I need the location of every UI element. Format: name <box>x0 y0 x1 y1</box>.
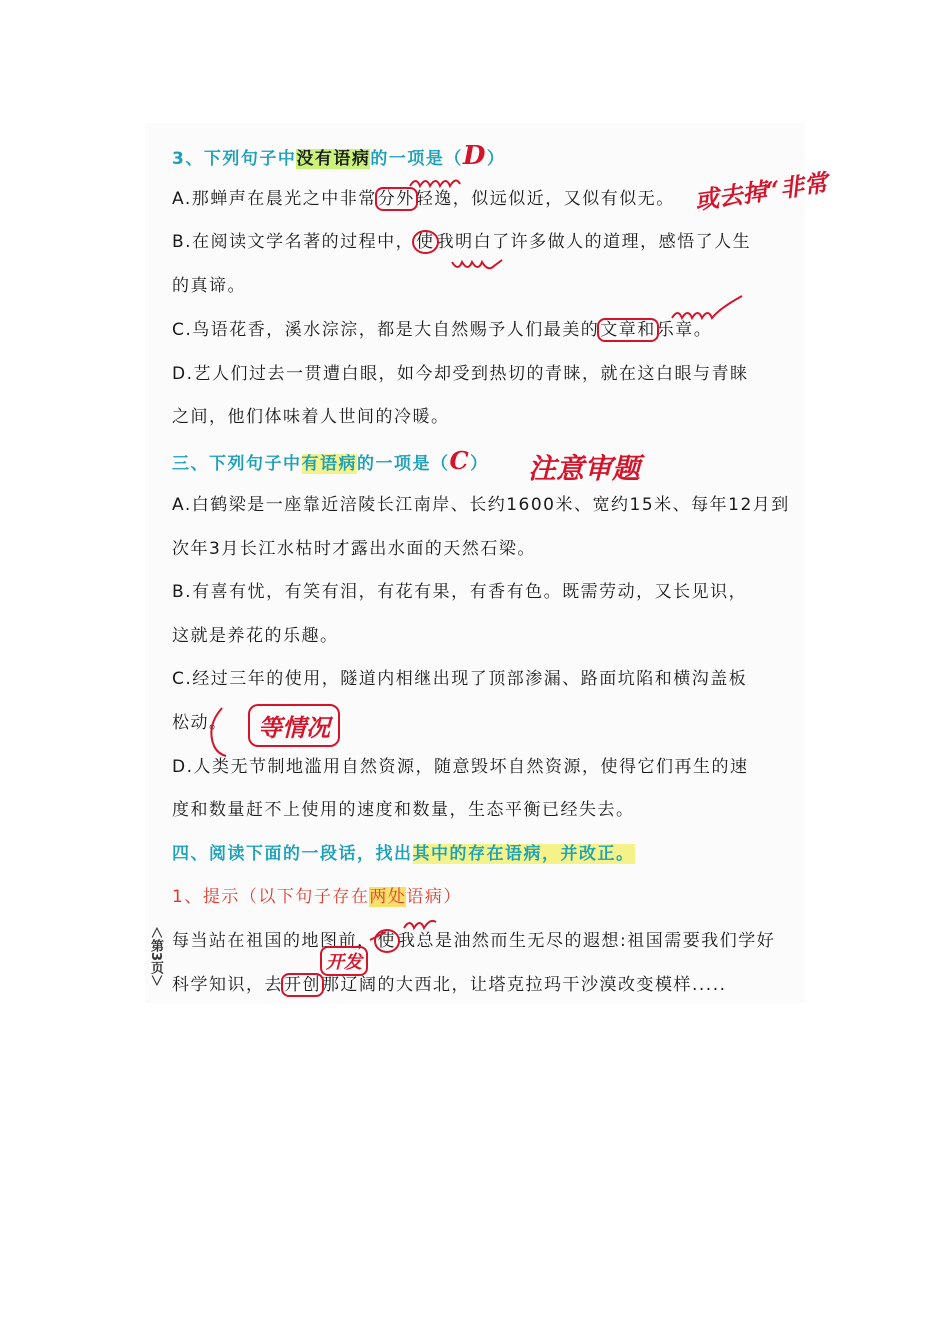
section3-option-d-line1: D.人类无节制地滥用自然资源，随意毁坏自然资源，使得它们再生的速 <box>172 757 749 777</box>
section3-option-a-line1: A.白鹤梁是一座靠近涪陵长江南岸、长约1600米、宽约15米、每年12月到 <box>172 495 790 515</box>
q3-c-post: 乐章。 <box>656 320 713 340</box>
section4-p2-pre: 科学知识，去 <box>172 975 283 995</box>
section3-heading-suffix: 的一项是（ <box>357 454 450 474</box>
section3-option-b-line2: 这就是养花的乐趣。 <box>172 626 339 646</box>
page-number-label <box>146 926 164 991</box>
q3-heading-highlight: 没有语病 <box>296 149 371 169</box>
q3-a-post: 轻逸，似远似近，又似有似无。 <box>415 189 675 209</box>
section4-hint-suffix: 语病） <box>406 887 462 907</box>
section4-p1-circled-word: 使 <box>377 931 396 951</box>
section4-heading-highlight: 其中的存在语病，并改正。 <box>412 844 635 864</box>
handwritten-note-remove-feichang: 或去掉“非常 <box>692 167 830 216</box>
section4-paragraph-line1 <box>172 929 775 953</box>
page-number-text: ＜第3页＞ <box>148 926 163 988</box>
q3-b-circled-word: 使 <box>416 232 435 252</box>
section3-option-c-line1: C.经过三年的使用，隧道内相继出现了顶部渗漏、路面坑陷和横沟盖板 <box>172 669 748 689</box>
handwritten-note-kaifa: 开发 <box>320 946 368 976</box>
section3-option-a-line2: 次年3月长江水枯时才露出水面的天然石梁。 <box>172 539 536 559</box>
section4-hint <box>172 885 462 909</box>
q3-answer: D <box>462 141 487 171</box>
section4-heading-prefix: 四、阅读下面的一段话，找出 <box>172 844 413 864</box>
section3-option-b-line1: B.有喜有忧，有笑有泪，有花有果，有香有色。既需劳动，又长见识， <box>172 582 748 602</box>
section4-hint-highlight: 两处 <box>369 887 407 907</box>
section4-p1-pre: 每当站在祖国的地图前， <box>172 931 376 951</box>
q3-option-b-line2: 的真谛。 <box>172 276 246 296</box>
section3-heading <box>172 446 489 476</box>
section3-option-d-line2: 度和数量赶不上使用的速度和数量，生态平衡已经失去。 <box>172 800 635 820</box>
section3-answer: C <box>449 446 471 475</box>
q3-heading-prefix: 3、下列句子中 <box>172 149 297 169</box>
section4-p2-post: 那辽阔的大西北，让塔克拉玛干沙漠改变模样..... <box>322 975 727 995</box>
q3-heading <box>172 141 506 171</box>
section4-paragraph-line2 <box>172 973 727 997</box>
q3-option-d-line2: 之间，他们体味着人世间的冷暖。 <box>172 407 450 427</box>
page-card <box>145 123 805 1003</box>
q3-a-boxed-word: 分外 <box>377 189 415 209</box>
q3-option-c <box>172 318 712 342</box>
section4-p1-post: 我总是油然而生无尽的遐想:祖国需要我们学好 <box>398 931 776 951</box>
section3-heading-prefix: 三、下列句子中 <box>172 454 302 474</box>
section4-hint-prefix: 1、提示（以下句子存在 <box>172 887 370 907</box>
section3-option-c-line2: 松动。 <box>172 713 228 733</box>
section3-heading-highlight: 有语病 <box>301 454 357 474</box>
handwritten-note-read-carefully: 注意审题 <box>528 452 641 485</box>
q3-option-b-line1 <box>172 230 751 254</box>
q3-heading-close: ） <box>486 149 506 169</box>
q3-option-d-line1: D.艺人们过去一贯遭白眼，如今却受到热切的青睐，就在这白眼与青睐 <box>172 364 749 384</box>
q3-c-pre: C.鸟语花香，溪水淙淙，都是大自然赐予人们最美的 <box>172 320 600 340</box>
q3-heading-suffix: 的一项是（ <box>370 149 463 169</box>
q3-c-boxed-word: 文章和 <box>600 320 656 340</box>
section3-heading-close: ） <box>470 454 489 474</box>
q3-option-a <box>172 187 675 211</box>
q3-a-pre: A.那蝉声在晨光之中非常 <box>172 189 377 209</box>
q3-b-post: 我明白了许多做人的道理，感悟了人生 <box>436 232 752 252</box>
section4-p2-boxed-word: 开创 <box>284 975 321 995</box>
section4-heading <box>172 842 635 866</box>
handwritten-note-etc: 等情况 <box>248 704 340 747</box>
q3-b-pre: B.在阅读文学名著的过程中， <box>172 232 415 252</box>
